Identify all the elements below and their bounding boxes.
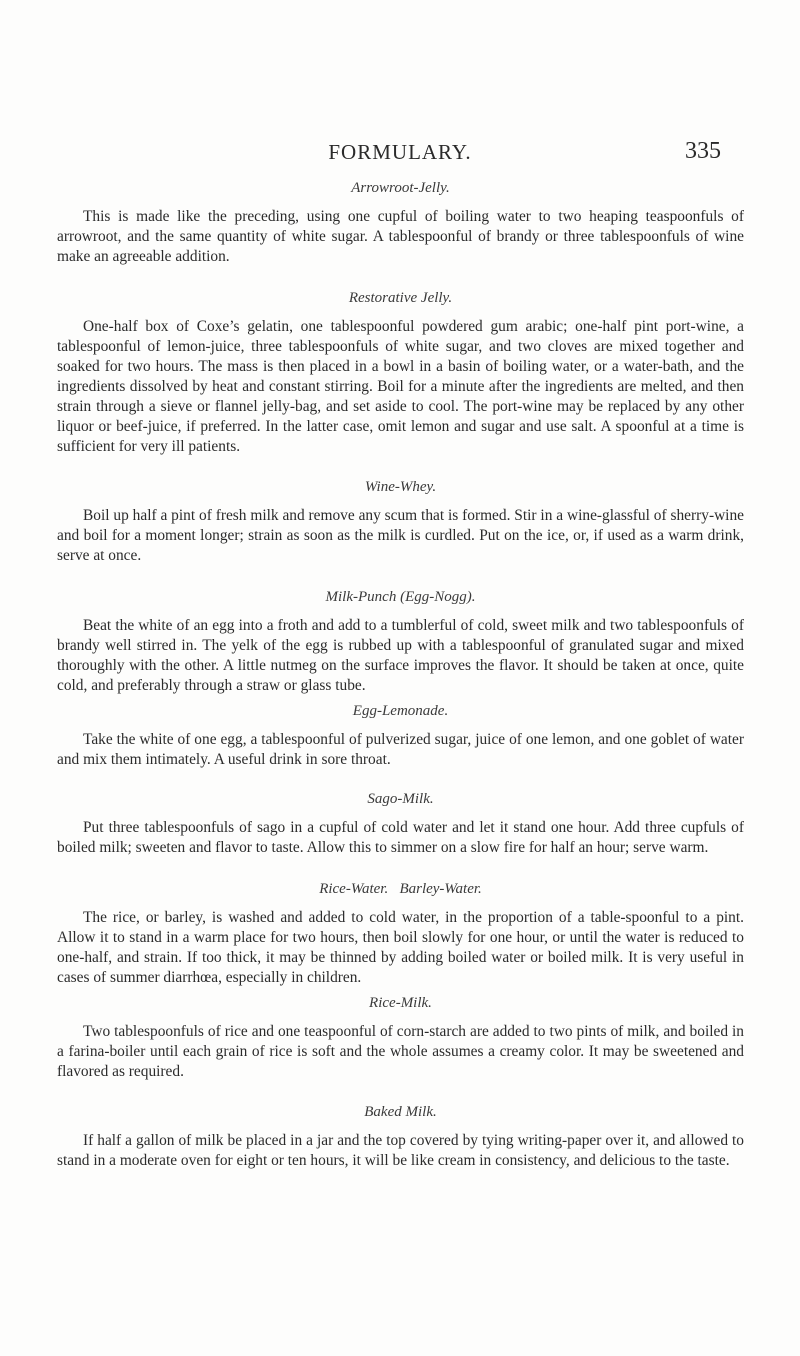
recipe-milk-punch bbox=[57, 587, 744, 696]
recipe-baked-milk bbox=[57, 1102, 744, 1171]
recipe-restorative-jelly bbox=[57, 288, 744, 457]
recipe-sago-milk bbox=[57, 789, 744, 858]
recipe-text: One-half box of Coxe’s gelatin, one tablespoonful powdered gum arabic; one-half pint port-wine, a tablespoonful of lemon-juice, three tablespoonfuls of white sugar, and two cloves are mixed together and soaked for two hours. The mass is then placed in a bowl in a basin of boiling water, or a water-bath, and the ingredients dissolved by heat and constant stirring. Boil for a minute after the ingredients are melted, and then strain through a sieve or flannel jelly-bag, and set aside to cool. The port-wine may be replaced by any other liquor or beef-juice, if preferred. In the latter case, omit lemon and sugar and use salt. A spoonful at a time is sufficient for very ill patients. bbox=[57, 318, 744, 455]
recipe-text: Put three tablespoonfuls of sago in a cupful of cold water and let it stand one hour. Add three cupfuls of boiled milk; sweeten and flavor to taste. Allow this to simmer on a slow fire for half an hour; serve warm. bbox=[57, 819, 744, 856]
recipe-heading: Restorative Jelly. bbox=[348, 290, 453, 306]
recipe-text: This is made like the preceding, using one cupful of boiling water to two heaping teaspoonfuls of arrowroot, and the same quantity of white sugar. A tablespoonful of brandy or three tablespoonfuls of wine make an agreeable addition. bbox=[57, 208, 744, 265]
running-title: FORMULARY. bbox=[328, 140, 472, 164]
running-head bbox=[0, 134, 800, 174]
page-number: 335 bbox=[685, 138, 721, 164]
recipe-heading: Egg-Lemonade. bbox=[352, 703, 449, 719]
recipe-text: The rice, or barley, is washed and added to cold water, in the proportion of a table-spoonful to a pint. Allow it to stand in a warm place for two hours, then boil slowly for one hour, or until the water is reduced to one-half, and strain. If too thick, it may be thinned by adding boiled water or boiled milk. It is very useful in cases of summer diarrhœa, especially in children. bbox=[57, 909, 744, 986]
recipe-text: Boil up half a pint of fresh milk and remove any scum that is formed. Stir in a wine-glassful of sherry-wine and boil for a moment longer; strain as soon as the milk is curdled. Put on the ice, or, if used as a warm drink, serve at once. bbox=[57, 507, 744, 564]
recipe-text: If half a gallon of milk be placed in a jar and the top covered by tying writing-paper over it, and allowed to stand in a moderate oven for eight or ten hours, it will be like cream in consistency, and delicious to the taste. bbox=[57, 1132, 744, 1169]
recipe-rice-barley-water bbox=[57, 879, 744, 988]
recipe-heading: Arrowroot-Jelly. bbox=[351, 180, 450, 196]
recipe-heading: Wine-Whey. bbox=[364, 479, 437, 495]
recipe-egg-lemonade bbox=[57, 701, 744, 770]
recipe-heading: Rice-Water. Barley-Water. bbox=[319, 881, 482, 897]
recipe-arrowroot-jelly bbox=[57, 178, 744, 267]
recipe-text: Two tablespoonfuls of rice and one teaspoonful of corn-starch are added to two pints of milk, and boiled in a farina-boiler until each grain of rice is soft and the whole assumes a creamy color. It may be sweetened and flavored as required. bbox=[57, 1023, 744, 1080]
recipe-wine-whey bbox=[57, 477, 744, 566]
page-body bbox=[57, 178, 744, 1171]
recipe-heading: Baked Milk. bbox=[364, 1104, 437, 1120]
recipe-text: Beat the white of an egg into a froth and add to a tumblerful of cold, sweet milk and two tablespoonfuls of brandy well stirred in. The yelk of the egg is rubbed up with a tablespoonful of granulated sugar and mixed thoroughly with the other. A little nutmeg on the surface improves the flavor. It should be taken at once, quite cold, and preferably through a straw or glass tube. bbox=[57, 617, 744, 694]
recipe-rice-milk bbox=[57, 993, 744, 1082]
recipe-heading: Sago-Milk. bbox=[367, 791, 434, 807]
recipe-text: Take the white of one egg, a tablespoonful of pulverized sugar, juice of one lemon, and one goblet of water and mix them intimately. A useful drink in sore throat. bbox=[57, 731, 744, 768]
recipe-heading: Milk-Punch (Egg-Nogg). bbox=[325, 589, 476, 605]
recipe-heading: Rice-Milk. bbox=[369, 995, 432, 1011]
